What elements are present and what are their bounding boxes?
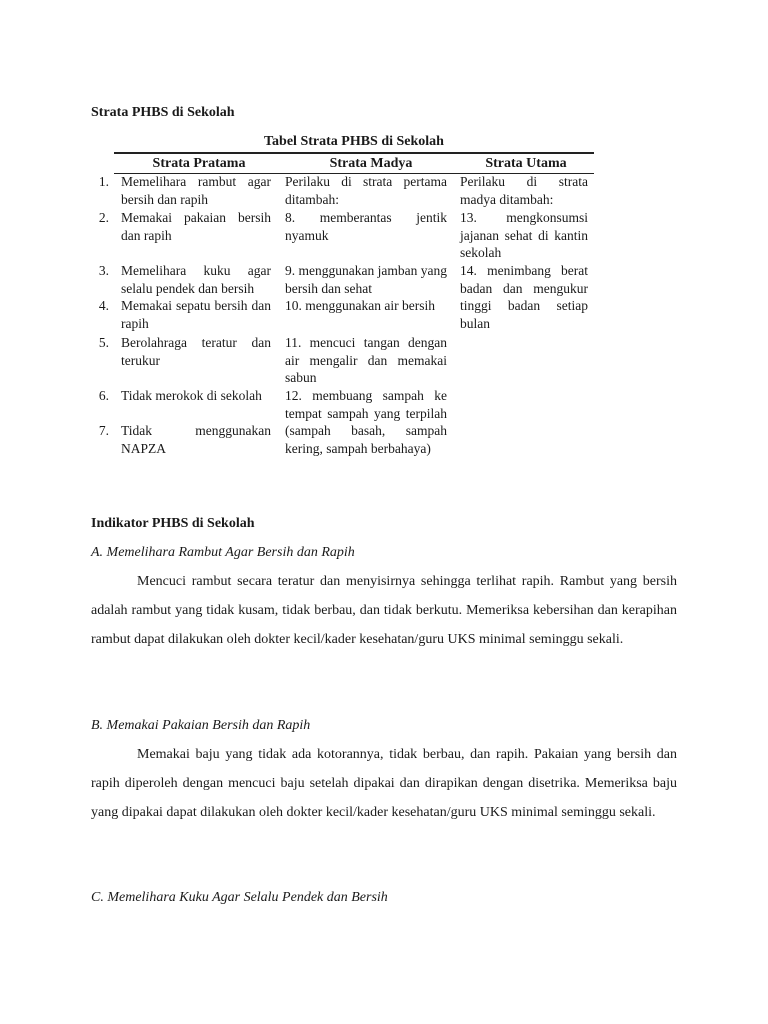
- utama-item: Perilaku di strata madya ditambah:: [460, 174, 588, 207]
- pratama-number: 5.: [98, 335, 109, 350]
- header-strata-pratama: Strata Pratama: [152, 156, 246, 171]
- pratama-number: 7.: [98, 423, 109, 438]
- pratama-text: Memakai sepatu bersih dan rapih: [121, 298, 271, 331]
- subtitle-a: A. Memelihara Rambut Agar Bersih dan Rapih: [91, 545, 355, 560]
- pratama-text: Memelihara kuku agar selalu pendek dan bersih: [121, 263, 271, 296]
- madya-item: 9. menggunakan jamban yang bersih dan sehat: [285, 263, 447, 296]
- madya-item: 10. menggunakan air bersih: [285, 298, 435, 313]
- paragraph-a: Mencuci rambut secara teratur dan menyisirnya sehingga terlihat rapih. Rambut yang bersih adalah rambut yang tidak kusam, tidak berbau, dan tidak berkutu. Memeriksa kebersihan dan kerapihan rambut dapat dilakukan oleh dokter kecil/kader kesehatan/guru UKS minimal seminggu sekali.: [91, 574, 677, 647]
- pratama-number: 4.: [98, 298, 109, 313]
- madya-item: 8. memberantas jentik nyamuk: [285, 210, 447, 243]
- pratama-text: Memelihara rambut agar bersih dan rapih: [121, 174, 271, 207]
- paragraph-b: Memakai baju yang tidak ada kotorannya, tidak berbau, dan rapih. Pakaian yang bersih dan rapih diperoleh dengan mencuci baju setelah dipakai dan dirapikan dengan disetrika. Memeriksa baju yang dipakai dapat dilakukan oleh dokter kecil/kader kesehatan/guru UKS minimal seminggu sekali.: [91, 747, 677, 820]
- utama-item: 14. menimbang berat badan dan mengukur tinggi badan setiap bulan: [460, 263, 588, 331]
- madya-item: 12. membuang sampah ke tempat sampah yang terpilah (sampah basah, sampah kering, sampah berbahaya): [285, 388, 447, 456]
- header-strata-madya: Strata Madya: [329, 156, 413, 171]
- pratama-number: 6.: [98, 388, 109, 403]
- header-strata-utama: Strata Utama: [485, 156, 567, 171]
- pratama-text: Tidak menggunakan NAPZA: [121, 423, 271, 456]
- subtitle-b: B. Memakai Pakaian Bersih dan Rapih: [91, 718, 311, 733]
- subtitle-c: C. Memelihara Kuku Agar Selalu Pendek dan Bersih: [91, 890, 388, 905]
- pratama-number: 3.: [98, 263, 109, 278]
- madya-item: 11. mencuci tangan dengan air mengalir dan memakai sabun: [285, 335, 447, 386]
- utama-item: 13. mengkonsumsi jajanan sehat di kantin sekolah: [460, 210, 588, 261]
- pratama-text: Tidak merokok di sekolah: [121, 388, 262, 403]
- section-title: Strata PHBS di Sekolah: [91, 105, 235, 120]
- pratama-number: 2.: [98, 210, 109, 225]
- pratama-text: Berolahraga teratur dan terukur: [121, 335, 271, 368]
- table-caption: Tabel Strata PHBS di Sekolah: [264, 134, 444, 149]
- madya-item: Perilaku di strata pertama ditambah:: [285, 174, 447, 207]
- table-header-row: [114, 152, 594, 174]
- indicator-title: Indikator PHBS di Sekolah: [91, 516, 255, 531]
- pratama-number: 1.: [98, 174, 109, 189]
- pratama-text: Memakai pakaian bersih dan rapih: [121, 210, 271, 243]
